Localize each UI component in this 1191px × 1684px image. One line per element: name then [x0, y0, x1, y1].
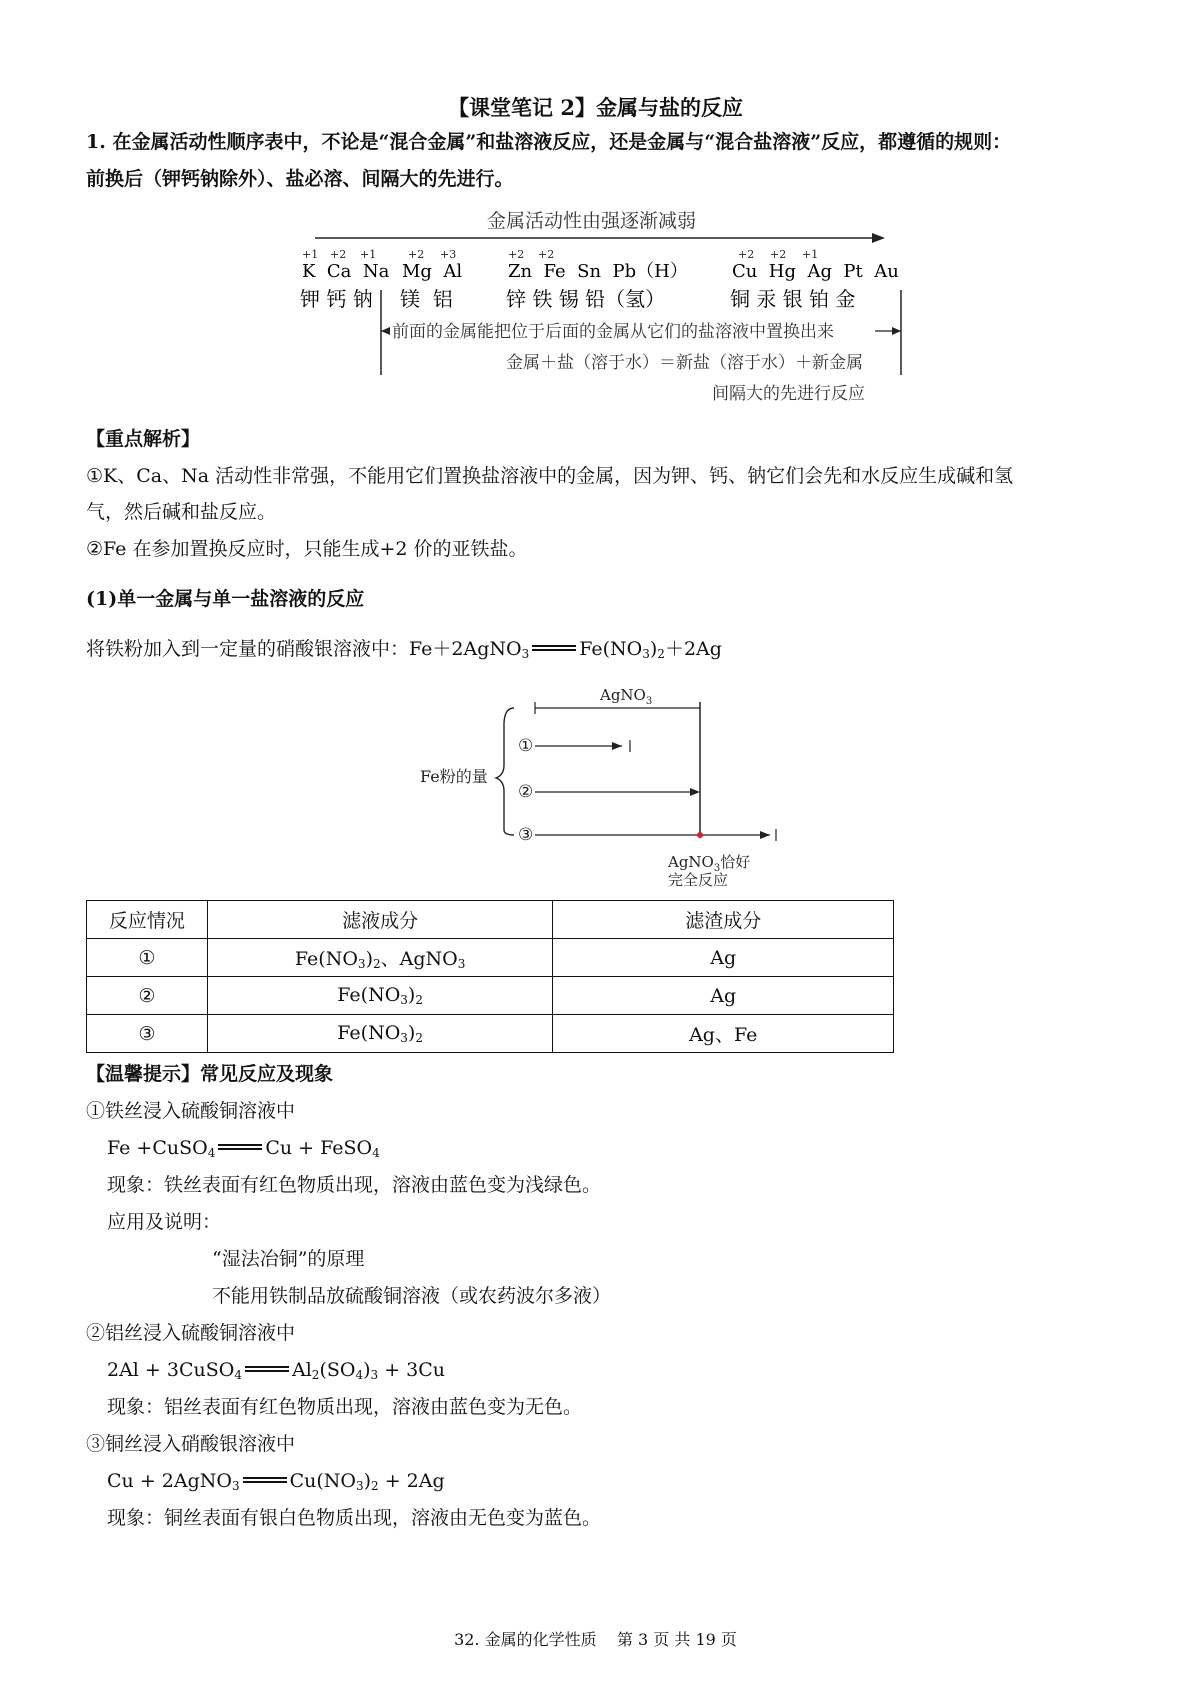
- symbols-mgal: Mg Al: [402, 261, 463, 282]
- table-cell: ②: [87, 977, 208, 1015]
- r1-app1: “湿法冶铜”的原理: [212, 1248, 365, 1270]
- symbols-kcana: K Ca Na: [302, 261, 390, 282]
- table-cell: Ag: [553, 977, 894, 1015]
- table-cell: $Fe(NO_3)_2$: [207, 977, 553, 1015]
- key-analysis-heading: 【重点解析】: [86, 428, 201, 450]
- series-arrow-head: [872, 233, 885, 243]
- table-cell: Ag、Fe: [553, 1015, 894, 1053]
- r3-phenomenon: 现象：铜丝表面有银白色物质出现，溶液由无色变为蓝色。: [107, 1507, 602, 1529]
- svg-text:+3: +3: [440, 248, 457, 261]
- names-mgal: 镁 铝: [400, 287, 453, 311]
- tips-heading: 【温馨提示】常见反应及现象: [86, 1063, 334, 1085]
- names-znfesnpb: 锌 铁 锡 铅（氢）: [506, 287, 666, 311]
- agno3-label: AgNO$_3$: [600, 686, 653, 707]
- table-row: [87, 977, 894, 1015]
- r2-equation: 2Al + 3CuSO$_4$ $Al_2(SO_4)_3 + 3Cu$: [107, 1359, 446, 1382]
- rule-equation: 金属＋盐（溶于水）＝新盐（溶于水）＋新金属: [506, 353, 863, 373]
- key-analysis-p1a: ①K、Ca、Na 活动性非常强，不能用它们置换盐溶液中的金属，因为钾、钙、钠它们会先和水反应生成碱和氢: [86, 465, 1014, 487]
- table-header-row: [87, 901, 894, 939]
- exact-note-line2: 完全反应: [668, 871, 729, 889]
- rule-order: 间隔大的先进行反应: [712, 384, 865, 404]
- svg-text:+1: +1: [302, 248, 319, 261]
- key-analysis-p2: ②Fe 在参加置换反应时，只能生成+2 价的亚铁盐。: [86, 538, 528, 560]
- r3-title: ③铜丝浸入硝酸银溶液中: [86, 1433, 296, 1455]
- mark-1: ①: [518, 736, 534, 756]
- table-cell: Ag: [553, 939, 894, 977]
- table-row: [87, 1015, 894, 1053]
- table-cell: ③: [87, 1015, 208, 1053]
- svg-text:+1: +1: [360, 248, 377, 261]
- exact-note-line1: AgNO$_3$恰好: [668, 853, 751, 874]
- r2-title: ②铝丝浸入硫酸铜溶液中: [86, 1322, 296, 1344]
- intro-line-1: 1. 在金属活动性顺序表中，不论是“混合金属”和盐溶液反应，还是金属与“混合盐溶液”反应，都遵循的规则：: [86, 131, 1012, 153]
- reaction-table: [86, 900, 894, 1053]
- symbols-cuhgagptau: Cu Hg Ag Pt Au: [732, 261, 899, 282]
- svg-text:+2: +2: [330, 248, 347, 261]
- section1-lead: 将铁粉加入到一定量的硝酸银溶液中：: [86, 638, 410, 660]
- table-cell: $Fe(NO_3)_2$: [207, 1015, 553, 1053]
- r1-title: ①铁丝浸入硫酸铜溶液中: [86, 1100, 296, 1122]
- r2-phenomenon: 现象：铝丝表面有红色物质出现，溶液由蓝色变为无色。: [107, 1396, 583, 1418]
- mark-2: ②: [518, 782, 534, 802]
- table-cell: $Fe(NO_3)_2$、AgNO$_3$: [207, 939, 553, 977]
- page-title: 【课堂笔记 2】金属与盐的反应: [448, 95, 743, 120]
- svg-text:+2: +2: [538, 248, 555, 261]
- svg-text:+2: +2: [770, 248, 787, 261]
- double-equals: [532, 645, 576, 651]
- series-arrow-label: 金属活动性由强逐渐减弱: [487, 210, 697, 232]
- valence-row: [302, 248, 818, 261]
- names-kcana: 钾 钙 钠: [300, 287, 373, 311]
- activity-series-diagram: [280, 205, 920, 405]
- brace: [496, 708, 514, 835]
- names-cuhgagptau: 铜 汞 银 铂 金: [730, 287, 856, 311]
- table-cell: ①: [87, 939, 208, 977]
- fe-amount-label: Fe粉的量: [420, 767, 488, 786]
- svg-text:+1: +1: [802, 248, 819, 261]
- exact-reaction-point: [697, 832, 703, 838]
- section1-heading: (1)单一金属与单一盐溶液的反应: [86, 588, 365, 610]
- page-footer: 32. 金属的化学性质 第 3 页 共 19 页: [454, 1630, 737, 1649]
- symbols-znfesnpb: Zn Fe Sn Pb（H）: [508, 261, 688, 282]
- section1-equation-line: 将铁粉加入到一定量的硝酸银溶液中：Fe＋2AgNO$_3$ $Fe(NO_3)_2+2Ag$: [86, 638, 722, 661]
- svg-text:+2: +2: [408, 248, 425, 261]
- fe-powder-diagram: [410, 680, 790, 890]
- rule-displace: 前面的金属能把位于后面的金属从它们的盐溶液中置换出来: [392, 322, 834, 342]
- r1-phenomenon: 现象：铁丝表面有红色物质出现，溶液由蓝色变为浅绿色。: [107, 1174, 602, 1196]
- svg-text:+2: +2: [508, 248, 525, 261]
- svg-text:+2: +2: [738, 248, 755, 261]
- r1-app2: 不能用铁制品放硫酸铜溶液（或农药波尔多液）: [212, 1285, 612, 1307]
- table-row: [87, 939, 894, 977]
- r1-application: 应用及说明：: [107, 1211, 222, 1233]
- r1-equation: Fe +CuSO$_4$ Cu + FeSO$_4$: [107, 1137, 380, 1160]
- table-header: 滤渣成分: [553, 901, 894, 939]
- key-analysis-p1b: 气，然后碱和盐反应。: [86, 501, 277, 523]
- eq-left: Fe＋2AgNO: [409, 638, 522, 660]
- intro-line-2: 前换后（钾钙钠除外）、盐必溶、间隔大的先进行。: [86, 168, 514, 190]
- table-header: 滤液成分: [207, 901, 553, 939]
- r3-equation: Cu + 2AgNO$_3$ $Cu(NO_3)_2 + 2Ag$: [107, 1470, 445, 1493]
- mark-3: ③: [518, 825, 534, 845]
- table-header: 反应情况: [87, 901, 208, 939]
